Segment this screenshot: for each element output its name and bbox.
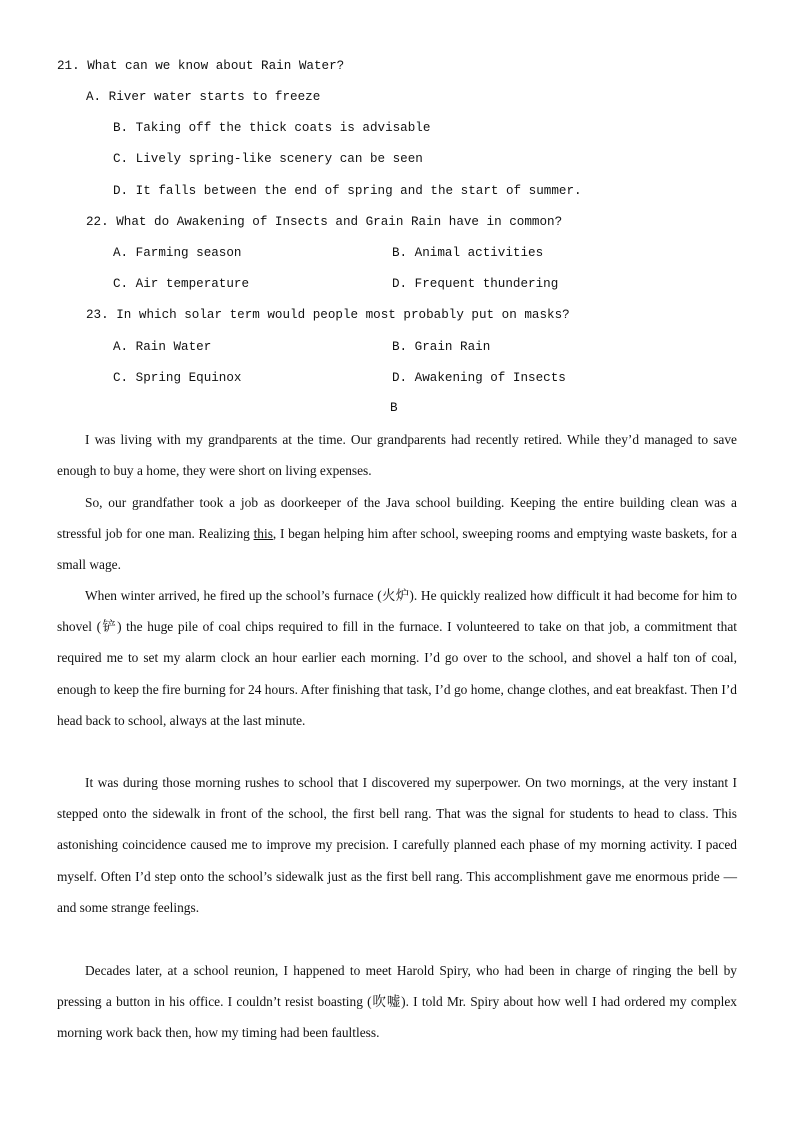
passage-paragraph-2-text-a: So, our grandfather took a job as doorkeeper of the Java school building. Keeping the entire building clean was a stressful job for one man. Realizing (57, 495, 737, 542)
section-label: B (390, 401, 398, 415)
question-23-stem: 23. In which solar term would people most probably put on masks? (86, 308, 570, 322)
passage-paragraph-5: Decades later, at a school reunion, I happened to meet Harold Spiry, who had been in charge of ringing the bell by pressing a button in his office. I couldn’t resist boasting (吹嘘). I told Mr. Spiry about how well I had ordered my complex morning work back then, how my timing had been faultless. (57, 963, 737, 1041)
question-22-option-b: B. Animal activities (392, 246, 544, 260)
question-22-option-d: D. Frequent thundering (392, 277, 559, 291)
passage-paragraph-3: When winter arrived, he fired up the school’s furnace (火炉). He quickly realized how difficult it had become for him to shovel (铲) the huge pile of coal chips required to fill in the furnace. I volunteered to take on that job, a commitment that required me to set my alarm clock an hour earlier each morning. I’d go over to the school, and shovel a half ton of coal, enough to keep the fire burning for 24 hours. After finishing that task, I’d go home, change clothes, and eat breakfast. Then I’d head back to school, always at the last minute. (57, 588, 737, 728)
passage-paragraph-2 (57, 487, 737, 581)
question-21-stem: 21. What can we know about Rain Water? (57, 59, 345, 73)
question-23-option-c: C. Spring Equinox (113, 371, 242, 385)
passage-paragraph-4: It was during those morning rushes to school that I discovered my superpower. On two mornings, at the very instant I stepped onto the sidewalk in front of the school, the first bell rang. That was the signal for students to head to class. This astonishing coincidence caused me to improve my precision. I carefully planned each phase of my morning activity. I paced myself. Often I’d step onto the school’s sidewalk just as the first bell rang. This accomplishment gave me enormous pride — and some strange feelings. (57, 775, 737, 915)
question-22-option-a: A. Farming season (113, 246, 242, 260)
question-23-option-a: A. Rain Water (113, 340, 212, 354)
question-21-option-c: C. Lively spring-like scenery can be seen (113, 152, 423, 166)
question-21-option-b: B. Taking off the thick coats is advisable (113, 121, 431, 135)
question-23-option-d: D. Awakening of Insects (392, 371, 566, 385)
question-22-stem: 22. What do Awakening of Insects and Grain Rain have in common? (86, 215, 563, 229)
question-23-option-b: B. Grain Rain (392, 340, 491, 354)
question-21-option-a: A. River water starts to freeze (86, 90, 321, 104)
passage-paragraph-2-text-b: , I began helping him after school, sweeping rooms and emptying waste baskets, for a small wage. (57, 526, 737, 573)
underlined-word-this: this (253, 526, 273, 542)
question-22-option-c: C. Air temperature (113, 277, 250, 291)
question-21-option-d: D. It falls between the end of spring and the start of summer. (113, 184, 582, 198)
passage-paragraph-1: I was living with my grandparents at the time. Our grandparents had recently retired. While they’d managed to save enough to buy a home, they were short on living expenses. (57, 432, 737, 479)
